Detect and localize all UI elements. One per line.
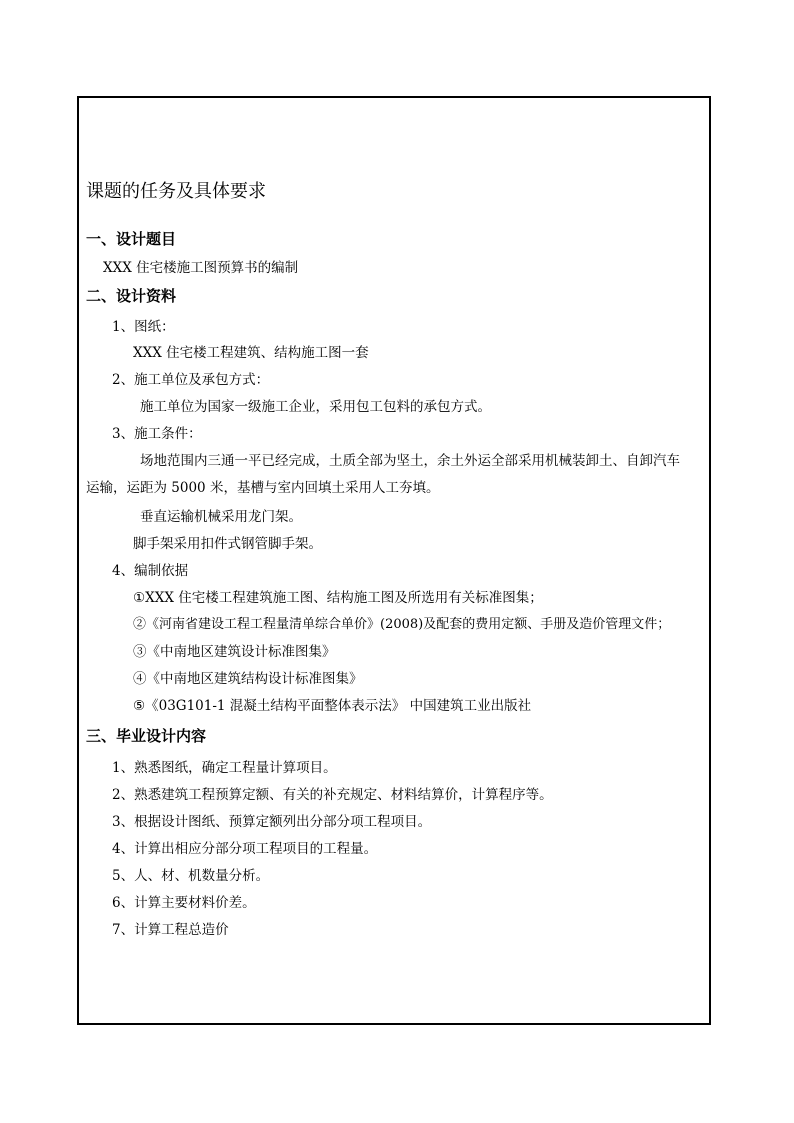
content-item: 4、计算出相应分部分项工程项目的工程量。 bbox=[112, 841, 378, 857]
content-item: 7、计算工程总造价 bbox=[112, 922, 229, 938]
item4-label: 4、编制依据 bbox=[112, 563, 189, 579]
basis-item: ④《中南地区建筑结构设计标准图集》 bbox=[133, 671, 363, 687]
item2-label: 2、施工单位及承包方式： bbox=[112, 372, 270, 388]
basis-item: ①XXX 住宅楼工程建筑施工图、结构施工图及所选用有关标准图集； bbox=[133, 590, 543, 606]
item3-label: 3、施工条件： bbox=[112, 426, 202, 442]
item2-text: 施工单位为国家一级施工企业，采用包工包料的承包方式。 bbox=[140, 399, 491, 415]
section3-title: 三、毕业设计内容 bbox=[86, 727, 207, 745]
section1-title: 一、设计题目 bbox=[86, 230, 177, 248]
item1-text: XXX 住宅楼工程建筑、结构施工图一套 bbox=[133, 345, 369, 361]
basis-item: ③《中南地区建筑设计标准图集》 bbox=[133, 644, 336, 660]
content-item: 3、根据设计图纸、预算定额列出分部分项工程项目。 bbox=[112, 814, 432, 830]
basis-item: ⑤《03G101-1 混凝土结构平面整体表示法》 中国建筑工业出版社 bbox=[133, 698, 532, 714]
item3-text-line3: 垂直运输机械采用龙门架。 bbox=[140, 509, 302, 525]
item3-text-line1: 场地范围内三通一平已经完成，土质全部为坚土，余土外运全部采用机械装卸土、自卸汽车 bbox=[140, 453, 680, 469]
basis-item: ②《河南省建设工程工程量清单综合单价》(2008)及配套的费用定额、手册及造价管理文件； bbox=[133, 617, 671, 632]
section2-title: 二、设计资料 bbox=[86, 287, 177, 305]
content-item: 2、熟悉建筑工程预算定额、有关的补充规定、材料结算价，计算程序等。 bbox=[112, 787, 553, 803]
item1-label: 1、图纸： bbox=[112, 319, 175, 335]
content-item: 6、计算主要材料价差。 bbox=[112, 895, 256, 911]
section1-text: XXX 住宅楼施工图预算书的编制 bbox=[103, 260, 299, 276]
item3-text-line4: 脚手架采用扣件式钢管脚手架。 bbox=[133, 536, 322, 552]
item3-text-line2: 运输，运距为 5000 米，基槽与室内回填土采用人工夯填。 bbox=[86, 480, 440, 496]
page-heading: 课题的任务及具体要求 bbox=[86, 181, 266, 202]
content-item: 5、人、材、机数量分析。 bbox=[112, 868, 270, 884]
content-item: 1、熟悉图纸，确定工程量计算项目。 bbox=[112, 760, 337, 776]
